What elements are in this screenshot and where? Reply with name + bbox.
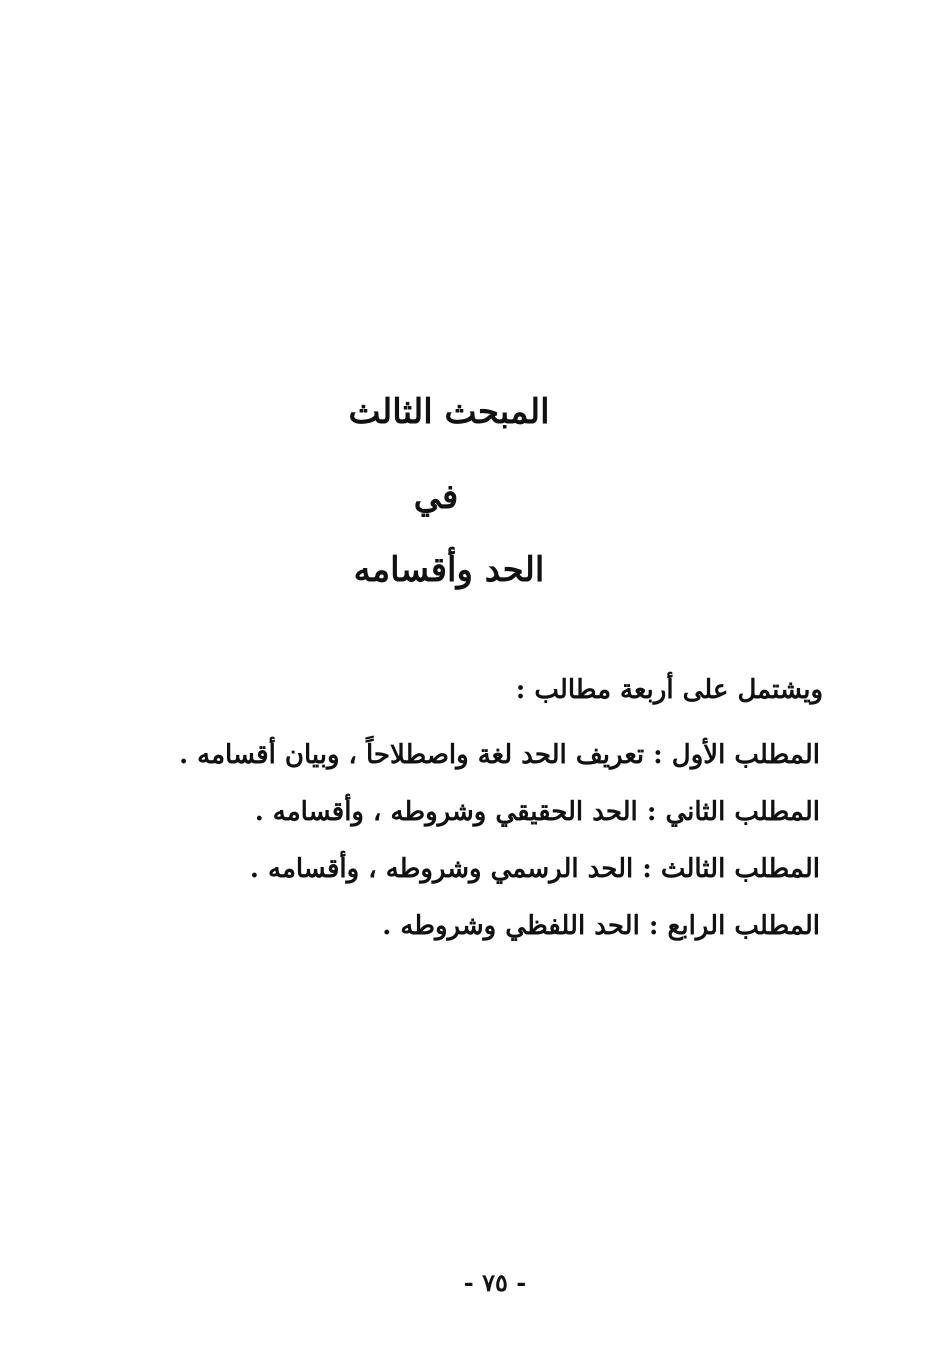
section-item-4: المطلب الرابع : الحد اللفظي وشروطه . bbox=[382, 911, 820, 941]
sections-list bbox=[179, 727, 820, 955]
chapter-subject: الحد وأقسامه bbox=[353, 550, 545, 590]
section-item-3: المطلب الثالث : الحد الرسمي وشروطه ، وأقسامه . bbox=[249, 854, 820, 884]
sections-intro: ويشتمل على أربعة مطالب : bbox=[515, 675, 823, 705]
page-number-footer bbox=[0, 1266, 938, 1300]
chapter-title-connector: في bbox=[413, 477, 459, 517]
page-number: - ٧٥ - bbox=[463, 1268, 527, 1297]
section-item-1: المطلب الأول : تعريف الحد لغة واصطلاحاً ، وبيان أقسامه . bbox=[179, 740, 820, 770]
section-item-2: المطلب الثاني : الحد الحقيقي وشروطه ، وأقسامه . bbox=[254, 797, 820, 827]
chapter-title: المبحث الثالث bbox=[348, 392, 550, 432]
